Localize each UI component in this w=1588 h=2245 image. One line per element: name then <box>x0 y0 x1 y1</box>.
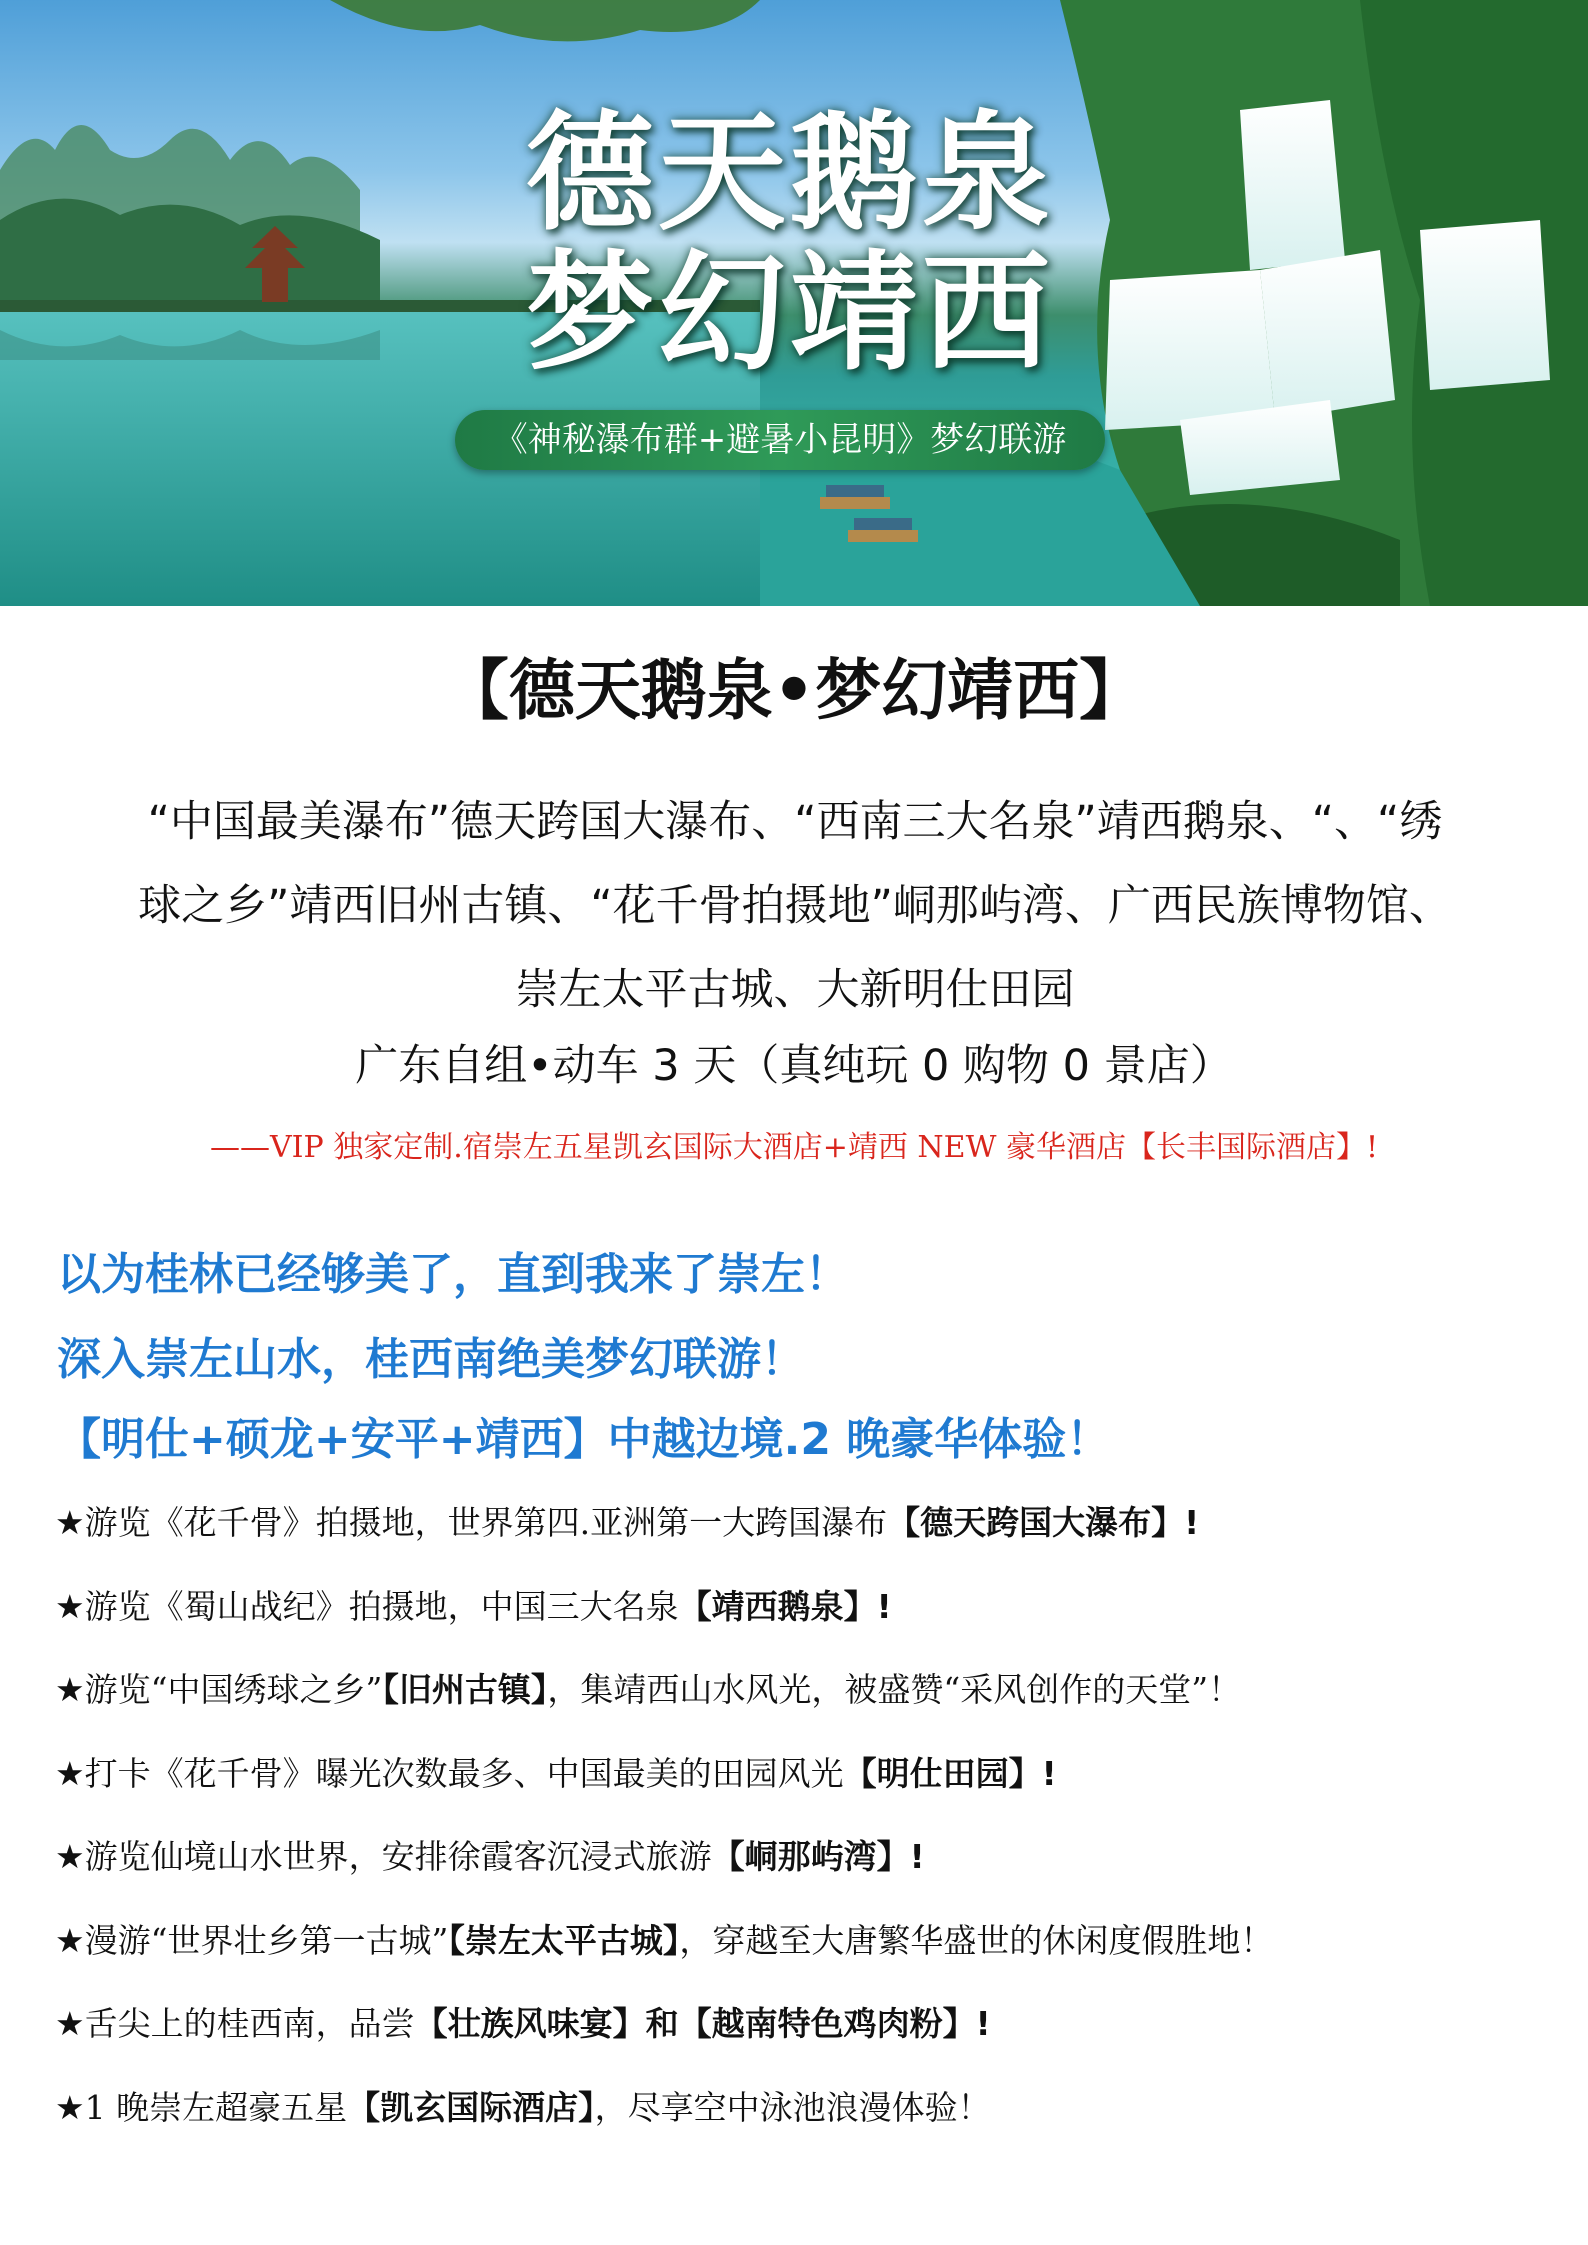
highlight-text: 舌尖上的桂西南，品尝 <box>84 2004 415 2043</box>
banner-title-line-1: 德天鹅泉 <box>525 99 1054 248</box>
intro-line: 崇左太平古城、大新明仕田园 <box>515 965 1075 1015</box>
highlight-attraction: 【峒那屿湾】 <box>711 1837 910 1876</box>
intro-line: “中国最美瀑布”德天跨国大瀑布、“西南三大名泉”靖西鹅泉、“、“绣 <box>147 797 1443 847</box>
star-icon: ★ <box>55 2087 85 2127</box>
vip-hotel-line: ——VIP 独家定制.宿崇左五星凯玄国际大酒店+靖西 NEW 豪华酒店【长丰国际酒店】! <box>209 1130 1379 1165</box>
star-icon: ★ <box>55 1920 85 1960</box>
page-title: 【德天鹅泉•梦幻靖西】 <box>442 652 1146 729</box>
slogan: 【明仕+硕龙+安平+靖西】中越边境.2 晚豪华体验！ <box>57 1414 1111 1465</box>
highlight-suffix: ! <box>876 1586 892 1626</box>
star-icon: ★ <box>55 1837 85 1876</box>
banner-title-line-2: 梦幻靖西 <box>525 239 1054 388</box>
highlight-suffix: ! <box>909 1837 925 1876</box>
list-item <box>55 1989 1555 2073</box>
intro-paragraph <box>45 780 1545 1032</box>
highlight-suffix: ，集靖西山水风光，被盛赞“采风创作的天堂”！ <box>547 1670 1242 1709</box>
highlight-attraction: 【崇左太平古城】 <box>448 1920 680 1960</box>
highlight-suffix: ，尽享空中泳池浪漫体验！ <box>594 2087 991 2127</box>
tour-info-line: 广东自组•动车 3 天（真纯玩 0 购物 0 景店） <box>355 1041 1233 1091</box>
list-item <box>55 1655 1555 1739</box>
highlight-suffix: ! <box>1184 1503 1200 1542</box>
list-item <box>55 1572 1555 1656</box>
star-icon: ★ <box>55 1753 85 1793</box>
list-item <box>55 1488 1555 1572</box>
highlight-text: 打卡《花千骨》曝光次数最多、中国最美的田园风光 <box>84 1753 844 1793</box>
highlight-text: 游览《蜀山战纪》拍摄地，中国三大名泉 <box>84 1586 679 1626</box>
banner-subtitle-badge: 《神秘瀑布群+避暑小昆明》梦幻联游 <box>455 410 1105 470</box>
highlight-text: 游览《花千骨》拍摄地，世界第四.亚洲第一大跨国瀑布 <box>84 1503 888 1542</box>
highlight-text: 漫游“世界壮乡第一古城” <box>84 1920 449 1960</box>
highlight-attraction: 【壮族风味宴】和【越南特色鸡肉粉】 <box>414 2004 976 2043</box>
highlight-text: 游览仙境山水世界，安排徐霞客沉浸式旅游 <box>84 1837 712 1876</box>
highlight-text: 1 晚崇左超豪五星 <box>84 2087 348 2127</box>
star-icon: ★ <box>55 1670 85 1709</box>
star-icon: ★ <box>55 1586 85 1626</box>
highlight-attraction: 【德天跨国大瀑布】 <box>887 1503 1185 1542</box>
star-icon: ★ <box>55 1503 85 1542</box>
list-item <box>55 1906 1555 1990</box>
slogan: 以为桂林已经够美了，直到我来了崇左！ <box>57 1249 849 1300</box>
highlights-list <box>55 1488 1555 2156</box>
highlight-suffix: ! <box>1041 1753 1057 1793</box>
highlight-attraction: 【明仕田园】 <box>843 1753 1042 1793</box>
slogan: 深入崇左山水，桂西南绝美梦幻联游！ <box>57 1334 805 1385</box>
list-item <box>55 1739 1555 1823</box>
list-item <box>55 1822 1555 1906</box>
highlight-attraction: 【旧州古镇】 <box>382 1670 548 1709</box>
highlight-suffix: ，穿越至大唐繁华盛世的休闲度假胜地！ <box>679 1920 1274 1960</box>
banner-image <box>0 0 1588 606</box>
highlight-attraction: 【靖西鹅泉】 <box>678 1586 877 1626</box>
star-icon: ★ <box>55 2004 85 2043</box>
highlight-text: 游览“中国绣球之乡” <box>84 1670 383 1709</box>
list-item <box>55 2073 1555 2157</box>
highlight-attraction: 【凯玄国际酒店】 <box>347 2087 595 2127</box>
intro-line: 球之乡”靖西旧州古镇、“花千骨拍摄地”峒那屿湾、广西民族博物馆、 <box>138 881 1452 931</box>
highlight-suffix: ! <box>975 2004 991 2043</box>
